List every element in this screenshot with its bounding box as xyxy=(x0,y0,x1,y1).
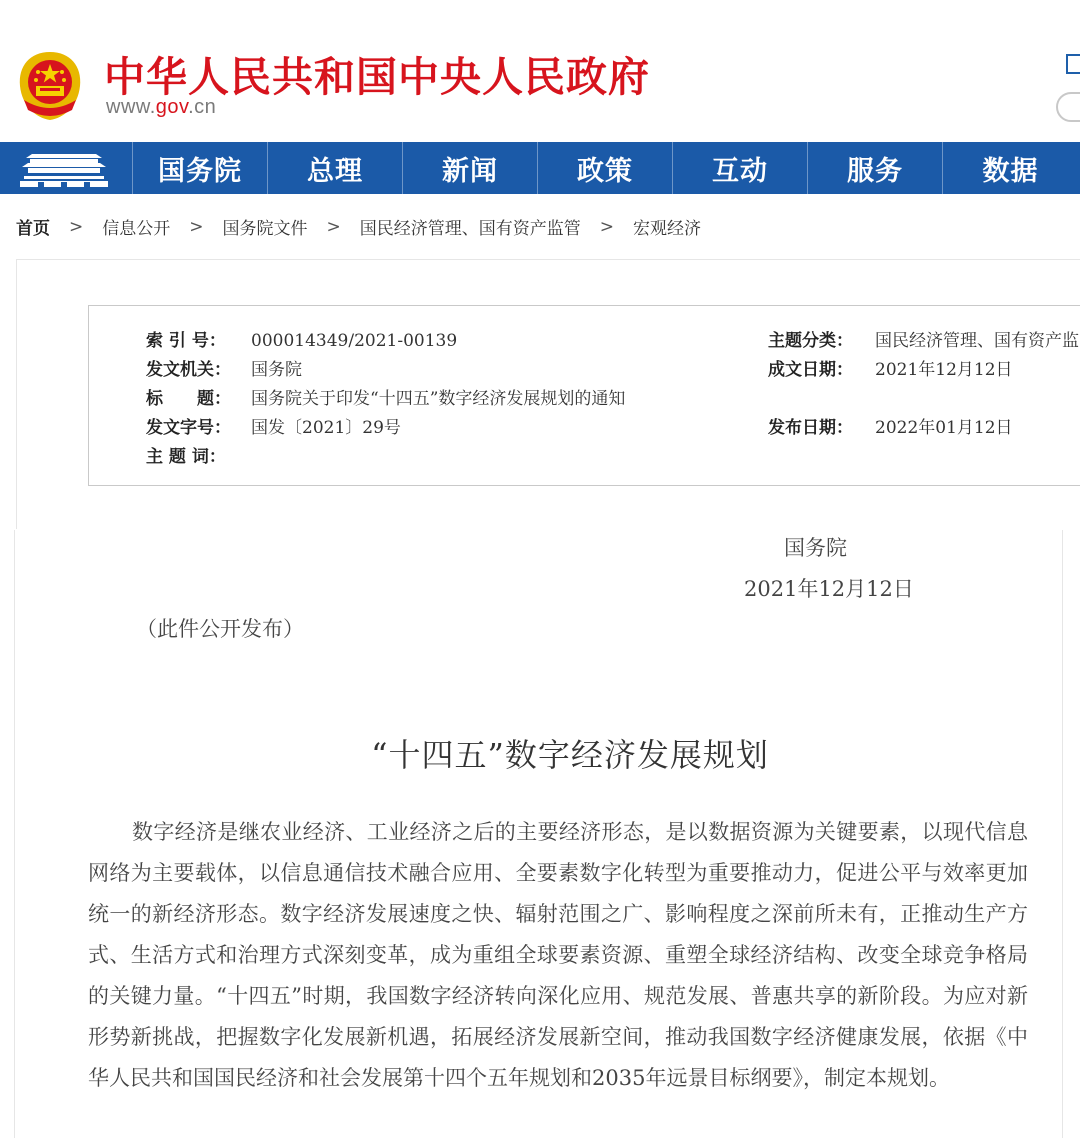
nav-item-hudong[interactable]: 互动 xyxy=(673,142,808,194)
site-url-prefix: www. xyxy=(106,96,156,118)
nav-item-xinwen[interactable]: 新闻 xyxy=(403,142,538,194)
breadcrumb-state-council-docs[interactable]: 国务院文件 xyxy=(222,219,308,239)
meta-title-label: 标 题： xyxy=(146,389,231,409)
meta-keywords-row xyxy=(146,442,251,467)
meta-published-value: 2022年01月12日 xyxy=(875,418,1013,438)
site-header xyxy=(0,0,1080,142)
document-title: “十四五”数字经济发展规划 xyxy=(371,736,769,774)
breadcrumb xyxy=(16,214,701,239)
site-url-brand: gov xyxy=(155,96,189,118)
chevron-right-icon: > xyxy=(599,216,614,237)
meta-title-value: 国务院关于印发“十四五”数字经济发展规划的通知 xyxy=(251,389,626,409)
nav-home-button[interactable] xyxy=(0,142,133,194)
meta-issuer-label: 发文机关： xyxy=(146,360,231,380)
meta-issuer-value: 国务院 xyxy=(251,360,302,380)
meta-index-label: 索 引 号： xyxy=(146,331,226,351)
site-url-suffix: .cn xyxy=(188,96,217,118)
article-paragraph: 数字经济是继农业经济、工业经济之后的主要经济形态，是以数据资源为关键要素，以现代信息网络为主要载体，以信息通信技术融合应用、全要素数字化转型为重要推动力，促进公平与效率更加统一的新经济形态。数字经济发展速度之快、辐射范围之广、影响程度之深前所未有，正推动生产方式、生活方式和治理方式深刻变革，成为重组全球要素资源、重塑全球经济结构、改变全球竞争格局的关键力量。“十四五”时期，我国数字经济转向深化应用、规范发展、普惠共享的新阶段。为应对新形势新挑战，把握数字化发展新机遇，拓展经济发展新空间，推动我国数字经济健康发展，依据《中华人民共和国国民经济和社会发展第十四个五年规划和2035年远景目标纲要》，制定本规划。 xyxy=(88,820,1028,1090)
meta-docno-label: 发文字号： xyxy=(146,418,231,438)
meta-docno-row xyxy=(146,413,401,438)
nav-item-zhengce[interactable]: 政策 xyxy=(538,142,673,194)
article-left-border xyxy=(14,530,15,1138)
meta-topic-row xyxy=(768,326,1079,351)
meta-published-label: 发布日期： xyxy=(768,418,853,438)
nav-item-fuwu[interactable]: 服务 xyxy=(808,142,943,194)
nav-item-shuju[interactable]: 数据 xyxy=(982,155,1039,187)
signer: 国务院 xyxy=(784,536,847,560)
meta-published-row xyxy=(768,413,1013,438)
sign-date: 2021年12月12日 xyxy=(744,577,914,601)
meta-docno-value: 国发〔2021〕29号 xyxy=(251,418,401,438)
tiananmen-icon xyxy=(16,146,112,190)
meta-written-label: 成文日期： xyxy=(768,360,853,380)
nav-item-guowuyuan[interactable]: 国务院 xyxy=(133,142,268,194)
chevron-right-icon: > xyxy=(326,216,341,237)
main-nav xyxy=(0,142,1080,194)
national-emblem-icon[interactable] xyxy=(16,50,84,122)
nav-item-zongli[interactable]: 总理 xyxy=(268,142,403,194)
meta-written-value: 2021年12月12日 xyxy=(875,360,1013,380)
meta-keywords-label: 主 题 词： xyxy=(146,447,226,467)
chevron-right-icon: > xyxy=(69,216,84,237)
breadcrumb-info-public[interactable]: 信息公开 xyxy=(102,219,171,239)
meta-topic-value: 国民经济管理、国有资产监 xyxy=(875,331,1079,351)
mail-icon[interactable] xyxy=(1066,54,1080,74)
meta-index-row xyxy=(146,326,457,351)
document-meta-box xyxy=(88,305,1080,486)
public-note: （此件公开发布） xyxy=(136,617,304,641)
search-input[interactable] xyxy=(1056,92,1080,122)
breadcrumb-home[interactable]: 首页 xyxy=(16,219,50,239)
article-right-border xyxy=(1062,530,1063,1138)
site-title[interactable]: 中华人民共和国中央人民政府 xyxy=(104,53,650,101)
chevron-right-icon: > xyxy=(189,216,204,237)
breadcrumb-economy-management[interactable]: 国民经济管理、国有资产监管 xyxy=(359,219,581,239)
meta-topic-label: 主题分类： xyxy=(768,331,853,351)
meta-issuer-row xyxy=(146,355,302,380)
site-url[interactable] xyxy=(106,96,216,119)
panel-left-border xyxy=(16,259,17,529)
meta-title-row xyxy=(146,384,625,409)
breadcrumb-macro-economy[interactable]: 宏观经济 xyxy=(633,219,701,239)
meta-index-value: 000014349/2021-00139 xyxy=(251,331,458,351)
meta-written-row xyxy=(768,355,1013,380)
panel-top-border xyxy=(16,259,1080,260)
